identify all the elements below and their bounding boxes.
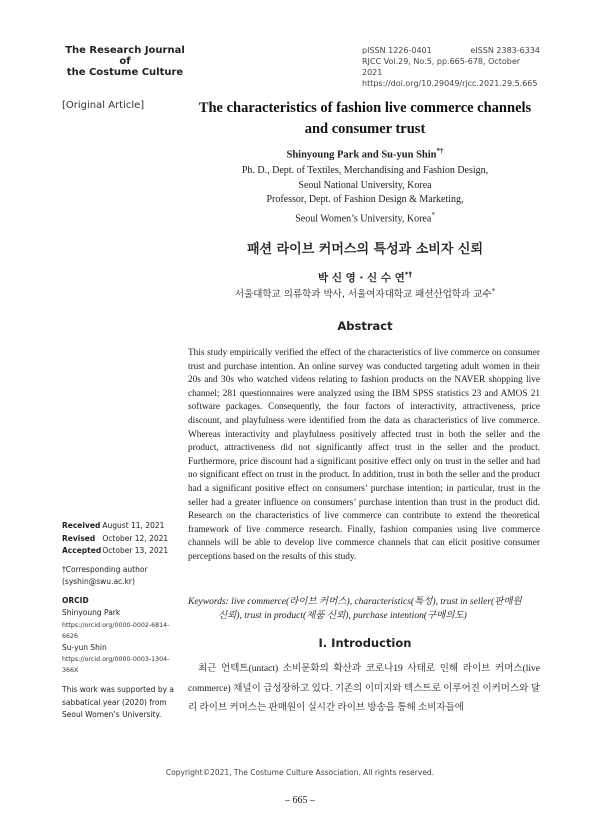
affiliation-line: Seoul Women’s University, Korea*: [295, 210, 435, 224]
journal-name: [60, 45, 190, 78]
orcid-link[interactable]: https://orcid.org/0000-0002-6814-6626: [62, 621, 170, 640]
orcid-heading: ORCID: [62, 595, 89, 605]
korean-affiliation-mark: *: [491, 286, 496, 295]
affiliations: [190, 164, 540, 226]
orcid-block: [62, 595, 177, 677]
authors: [190, 147, 540, 161]
introduction-text: 최근 언텍트(untact) 소비문화의 확산과 코로나19 사태로 인해 라이브 커머스(live commerce) 채널이 급성장하고 있다. 기존의 이미지와 텍스트로 이루어진 이커머스와 달리 라이브 커머스는 판매원이 실시간 라이브 방송을 통해 소비자들에: [188, 664, 540, 713]
copyright: Copyright©2021, The Costume Culture Association. All rights reserved.: [165, 768, 435, 777]
orcid-link[interactable]: https://orcid.org/0000-0003-1304-366X: [62, 656, 170, 674]
received-date: Received August 11, 2021: [62, 521, 165, 530]
author-marks: *†: [436, 147, 444, 155]
paper-title: The characteristics of fashion live commerce channels and consumer trust: [198, 100, 532, 137]
author-names: Shinyoung Park and Su-yun Shin: [286, 149, 437, 161]
keywords-line: 신뢰), trust in product(제품 신뢰), purchase intention(구매의도): [218, 611, 467, 621]
affiliation-line: Professor, Dept. of Fashion Design & Marketing,: [266, 194, 464, 205]
article-type: [Original Article]: [62, 100, 145, 111]
accepted-date: Accepted October 13, 2021: [62, 546, 169, 555]
orcid-name: Su-yun Shin: [62, 642, 107, 652]
pissn: pISSN 1226-0401: [362, 46, 432, 55]
citation: RJCC Vol.29, No.5, pp.665-678, October 2021: [362, 57, 521, 77]
dates-block: [62, 520, 177, 558]
corresponding-author-email[interactable]: (syshin@swu.ac.kr): [62, 577, 135, 586]
abstract-text: This study empirically verified the effect of the characteristics of live commerce on consumer trust and purchase intention. An online survey was conducted targeting adult women in their 20s and 30s who watched videos relating to fashion products on the NAVER shopping live channel; 281 questionnaires were analyzed using the IBM SPSS statistics 23 and AMOS 21 software packages. Consequently, the four factors of interactivity, attractiveness, price discount, and playfulness were identified from the data as characteristics of live commerce. Whereas interactivity and playfulness positively affected trust in both the seller and the product, attractiveness did not significantly affect trust in the seller and the product. Furthermore, price discount had a significant positive effect only on trust in the seller and had no significant effect on trust in the product. In addition, trust in both the seller and the product had a significant positive effect on consumers’ purchase intention; in particular, trust in the seller had a greater influence on consumers’ purchase intention than trust in the product did. Research on the characteristics of live commerce can contribute to extend the theoretical framework of live commerce research. Finally, fashion companies using live commerce channels will be able to develop live commerce channels that can elicit positive consumer perceptions based on the results of this study.: [188, 348, 540, 562]
korean-authors: [190, 270, 540, 285]
journal-name-line2: the Costume Culture: [66, 67, 184, 78]
funding-note: This work was supported by a sabbatical year (2020) from Seoul Women’s University.: [62, 685, 174, 719]
doi-link[interactable]: https://doi.org/10.29049/rjcc.2021.29.5.665: [362, 79, 538, 88]
page-number: – 665 –: [285, 795, 315, 806]
corresponding-author-block: [62, 564, 177, 589]
korean-author-names: 박 신 영 · 신 수 연: [318, 272, 405, 284]
korean-author-marks: *†: [404, 270, 412, 279]
keywords-line: Keywords: live commerce(라이브 커머스), characteristics(특성), trust in seller(판매원: [188, 597, 522, 607]
affiliation-mark: *: [431, 210, 435, 219]
corresponding-author-label: †Corresponding author: [62, 564, 148, 574]
affiliation-line: Seoul National University, Korea: [298, 179, 432, 191]
section-heading-introduction: Ⅰ. Introduction: [318, 636, 412, 650]
orcid-name: Shinyoung Park: [62, 608, 121, 617]
eissn: eISSN 2383-6334: [470, 46, 540, 55]
journal-name-line1: The Research Journal of: [65, 45, 185, 67]
issn-block: [362, 45, 540, 89]
korean-title: 패션 라이브 커머스의 특성과 소비자 신뢰: [246, 242, 484, 257]
revised-date: Revised October 12, 2021: [62, 533, 169, 543]
keywords: [188, 595, 540, 623]
abstract-heading: Abstract: [337, 319, 393, 333]
article-info-sidebar: [62, 520, 177, 728]
korean-affiliation: 서울대학교 의류학과 박사, 서울여자대학교 패션산업학과 교수*: [234, 286, 496, 300]
affiliation-line: Ph. D., Dept. of Textiles, Merchandising and Fashion Design,: [241, 165, 489, 176]
